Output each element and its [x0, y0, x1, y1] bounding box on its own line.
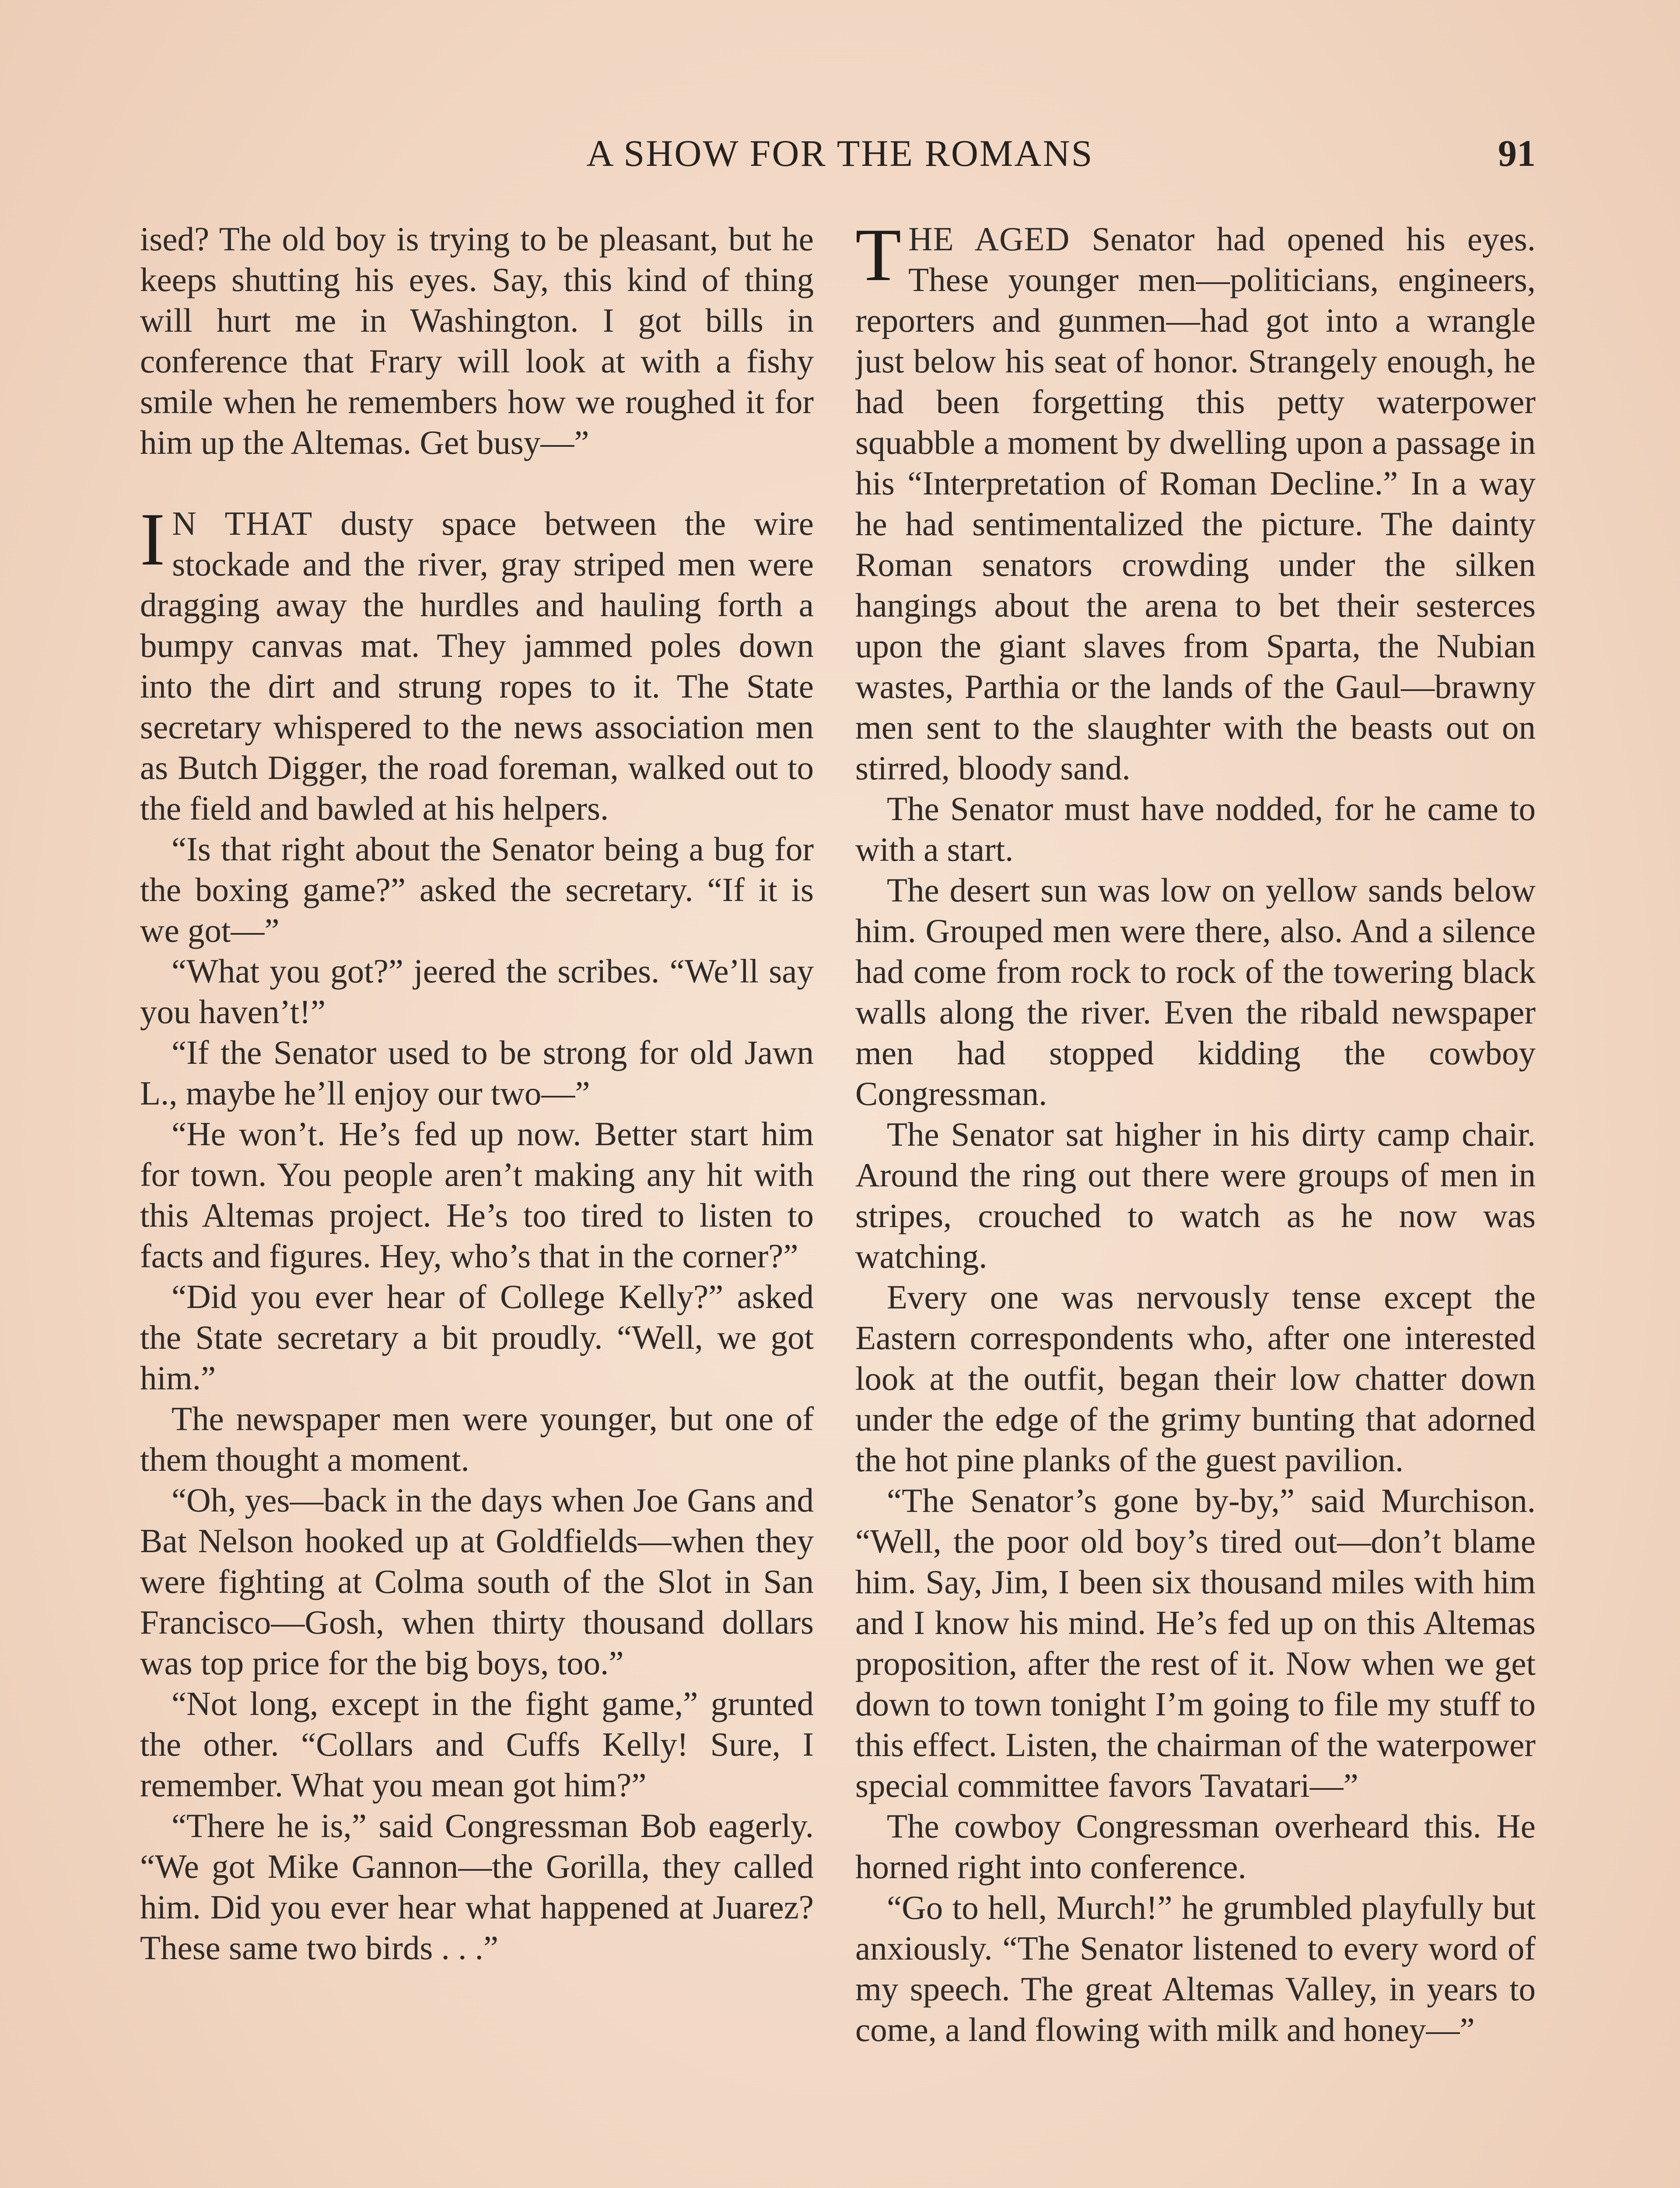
paragraph: The Senator must have nodded, for he came to with a start. — [855, 790, 1536, 868]
page-header — [144, 131, 1536, 179]
section-opening-paragraph — [855, 219, 1536, 789]
section-opening-paragraph — [140, 498, 814, 829]
paragraph: The Senator sat higher in his dirty camp chair. Around the ring out there were groups of men in stripes, crouched to watch as he now was watching. — [855, 1115, 1536, 1275]
paragraph: “There he is,” said Congressman Bob eagerly. “We got Mike Gannon—the Gorilla, they called him. Did you ever hear what happened at Juarez? These same two birds . . .” — [140, 1807, 814, 1967]
left-column — [140, 219, 814, 2188]
paragraph: The desert sun was low on yellow sands below him. Grouped men were there, also. And a silence had come from rock to rock of the towering black walls along the river. Even the ribald newspaper men had stopped kidding the cowboy Congressman. — [855, 871, 1536, 1112]
paragraph: “Is that right about the Senator being a bug for the boxing game?” asked the secretary. “If it is we got—” — [140, 830, 814, 949]
drop-cap: I — [140, 498, 165, 581]
paragraph: “Go to hell, Murch!” he grumbled playfully but anxiously. “The Senator listened to every word of my speech. The great Altemas Valley, in years to come, a land flowing with milk and honey—” — [855, 1889, 1536, 2048]
paragraph: “If the Senator used to be strong for old Jawn L., maybe he’ll enjoy our two—” — [140, 1034, 814, 1112]
paragraph-text: Senator had opened his eyes. These younger men—politicians, engineers, reporters and gunmen—had got into a wrangle just below his seat of honor. Strangely enough, he had been forgetting this petty waterpower squabble a moment by dwelling upon a passage in his “Interpretation of Roman Decline.” In a way he had sentimentalized the picture. The dainty Roman senators crowding under the silken hangings about the arena to bet their sesterces upon the giant slaves from Sparta, the Nubian wastes, Parthia or the lands of the Gaul—brawny men sent to the slaughter with the beasts out on stirred, bloody sand. — [855, 220, 1536, 787]
paragraph: ised? The old boy is trying to be pleasant, but he keeps shutting his eyes. Say, this kind of thing will hurt me in Washington. I got bills in conference that Frary will look at with a fishy smile when he remembers how we roughed it for him up the Altemas. Get busy—” — [140, 220, 814, 461]
paragraph: “He won’t. He’s fed up now. Better start him for town. You people aren’t making any hit with this Altemas project. He’s too tired to listen to facts and figures. Hey, who’s that in the corner?” — [140, 1115, 814, 1275]
paragraph: “Did you ever hear of College Kelly?” asked the State secretary a bit proudly. “Well, we got him.” — [140, 1278, 814, 1397]
paragraph: Every one was nervously tense except the Eastern correspondents who, after one interested look at the outfit, began their low chatter down under the edge of the grimy bunting that adorned the hot pine planks of the guest pavilion. — [855, 1278, 1536, 1479]
page-number: 91 — [1498, 132, 1536, 174]
lead-in: HE AGED — [908, 220, 1070, 258]
right-column — [855, 219, 1536, 2188]
paragraph: “Not long, except in the fight game,” grunted the other. “Collars and Cuffs Kelly! Sure, I remember. What you mean got him?” — [140, 1685, 814, 1804]
paragraph: “What you got?” jeered the scribes. “We’ll say you haven’t!” — [140, 952, 814, 1031]
paragraph: The newspaper men were younger, but one of them thought a moment. — [140, 1400, 814, 1478]
running-title: A SHOW FOR THE ROMANS — [586, 132, 1094, 174]
paragraph: “The Senator’s gone by-by,” said Murchison. “Well, the poor old boy’s tired out—don’t blame him. Say, Jim, I been six thousand miles with him and I know his mind. He’s fed up on this Altemas proposition, after the rest of it. Now when we get down to town tonight I’m going to file my stuff to this effect. Listen, the chairman of the waterpower special committee favors Tavatari—” — [855, 1482, 1536, 1804]
drop-cap: T — [855, 219, 902, 297]
lead-in: N THAT — [172, 505, 313, 542]
paragraph: The cowboy Congressman overheard this. He horned right into conference. — [855, 1807, 1536, 1886]
paragraph: “Oh, yes—back in the days when Joe Gans and Bat Nelson hooked up at Goldfields—when they were fighting at Colma south of the Slot in San Francisco—Gosh, when thirty thousand dollars was top price for the big boys, too.” — [140, 1481, 814, 1682]
paragraph-text: dusty space between the wire stockade and the river, gray striped men were dragging away the hurdles and hauling forth a bumpy canvas mat. They jammed poles down into the dirt and strung ropes to it. The State secretary whispered to the news association men as Butch Digger, the road foreman, walked out to the field and bawled at his helpers. — [140, 505, 814, 827]
